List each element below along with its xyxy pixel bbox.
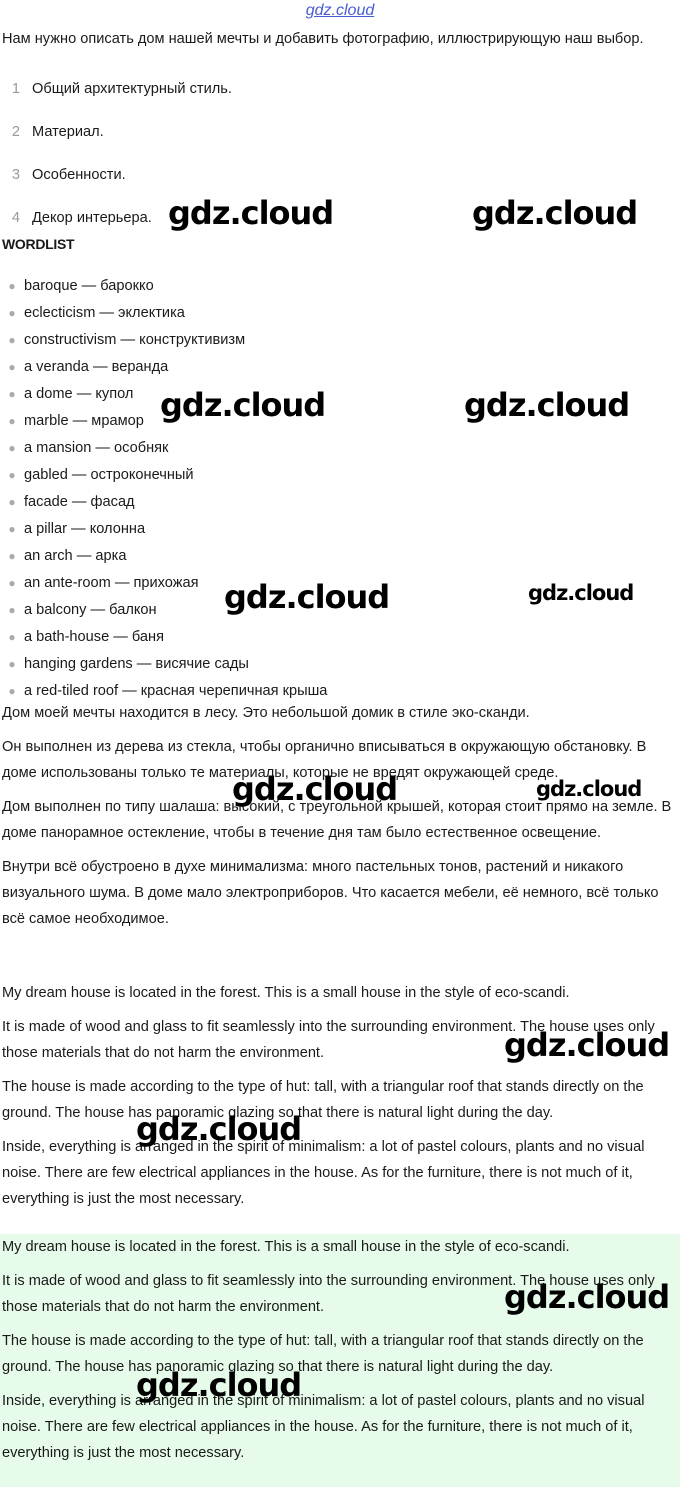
- list-text: Материал.: [32, 124, 104, 140]
- bullet-icon: ●: [8, 440, 16, 455]
- word-entry: a veranda — веранда: [24, 358, 169, 375]
- list-number: 4: [11, 210, 20, 226]
- watermark: gdz.cloud: [464, 386, 630, 424]
- list-item: [0, 353, 676, 380]
- list-item: [0, 119, 676, 162]
- bullet-icon: ●: [8, 575, 16, 590]
- bullet-icon: ●: [8, 386, 16, 401]
- bullet-icon: ●: [8, 494, 16, 509]
- bullet-icon: ●: [8, 683, 16, 698]
- word-entry: marble — мрамор: [24, 412, 144, 429]
- watermark: gdz.cloud: [504, 1026, 670, 1064]
- wordlist-heading: WORDLIST: [2, 236, 75, 252]
- list-item: [0, 461, 676, 488]
- list-item: [0, 299, 676, 326]
- word-entry: a pillar — колонна: [24, 520, 146, 537]
- word-entry: a bath-house — баня: [24, 628, 165, 645]
- list-text: Особенности.: [32, 167, 126, 183]
- paragraph: Дом моей мечты находится в лесу. Это небольшой домик в стиле эко-сканди.: [2, 705, 530, 721]
- list-item: [0, 542, 676, 569]
- site-link[interactable]: gdz.cloud: [305, 2, 375, 19]
- word-entry: facade — фасад: [24, 493, 135, 510]
- paragraph: Внутри всё обустроено в духе минимализма: много пастельных тонов, растений и никакого визуального шума. В доме мало электроприборов. Что касается мебели, её немного, всё только всё самое необходимое.: [2, 859, 659, 927]
- bullet-icon: ●: [8, 332, 16, 347]
- list-item: [0, 76, 676, 119]
- paragraph: Inside, everything is arranged in the spirit of minimalism: a lot of pastel colours, plants and no visual noise. There are few electrical appliances in the house. As for the furniture, there is not much of it, everything is just the most necessary.: [2, 1139, 645, 1207]
- word-entry: a mansion — особняк: [24, 439, 169, 456]
- bullet-icon: ●: [8, 305, 16, 320]
- word-entry: an ante-room — прихожая: [24, 574, 199, 591]
- watermark: gdz.cloud: [536, 777, 642, 801]
- word-entry: a dome — купол: [24, 385, 134, 402]
- watermark: gdz.cloud: [232, 770, 398, 808]
- list-text: Декор интерьера.: [32, 210, 152, 226]
- paragraph: The house is made according to the type of hut: tall, with a triangular roof that stands directly on the ground. The house has panoramic glazing so that there is natural light during the day.: [2, 1333, 644, 1375]
- list-item: [0, 272, 676, 299]
- list-number: 3: [11, 167, 20, 183]
- watermark: gdz.cloud: [168, 194, 334, 232]
- list-number: 1: [11, 81, 20, 97]
- word-entry: a balcony — балкон: [24, 601, 157, 618]
- bullet-icon: ●: [8, 467, 16, 482]
- bullet-icon: ●: [8, 656, 16, 671]
- list-number: 2: [11, 124, 20, 140]
- english-answer: [0, 980, 676, 1212]
- bullet-icon: ●: [8, 602, 16, 617]
- bullet-icon: ●: [8, 521, 16, 536]
- list-item: [0, 650, 676, 677]
- russian-answer: [0, 700, 676, 932]
- watermark: gdz.cloud: [472, 194, 638, 232]
- paragraph: The house is made according to the type of hut: tall, with a triangular roof that stands directly on the ground. The house has panoramic glazing so that there is natural light during the day.: [2, 1079, 644, 1121]
- paragraph: My dream house is located in the forest. This is a small house in the style of eco-scandi.: [2, 985, 570, 1001]
- bullet-icon: ●: [8, 359, 16, 374]
- word-entry: a red-tiled roof — красная черепичная крыша: [24, 682, 328, 699]
- watermark: gdz.cloud: [160, 386, 326, 424]
- list-item: [0, 515, 676, 542]
- list-item: [0, 488, 676, 515]
- word-entry: constructivism — конструктивизм: [24, 331, 246, 348]
- wordlist: [0, 272, 676, 704]
- watermark: gdz.cloud: [136, 1366, 302, 1404]
- word-entry: hanging gardens — висячие сады: [24, 655, 249, 672]
- watermark: gdz.cloud: [224, 578, 390, 616]
- paragraph: Дом выполнен по типу шалаша: высокий, с треугольной крышей, которая стоит прямо на земле. В доме панорамное остекление, чтобы в течение дня там было естественное освещение.: [2, 799, 672, 841]
- task-intro: Нам нужно описать дом нашей мечты и добавить фотографию, иллюстрирующую наш выбор.: [2, 31, 644, 47]
- word-entry: gabled — остроконечный: [24, 466, 194, 483]
- watermark: gdz.cloud: [136, 1110, 302, 1148]
- paragraph: Он выполнен из дерева из стекла, чтобы органично вписываться в окружающую обстановку. В доме использованы только те материалы, которые не вредят окружающей среде.: [2, 739, 647, 781]
- list-text: Общий архитектурный стиль.: [32, 81, 232, 97]
- english-answer-highlighted: [0, 1234, 680, 1487]
- watermark: gdz.cloud: [504, 1278, 670, 1316]
- word-entry: baroque — барокко: [24, 277, 154, 294]
- bullet-icon: ●: [8, 278, 16, 293]
- bullet-icon: ●: [8, 413, 16, 428]
- paragraph: My dream house is located in the forest. This is a small house in the style of eco-scandi.: [2, 1239, 570, 1255]
- paragraph: It is made of wood and glass to fit seamlessly into the surrounding environment. The house uses only those materials that do not harm the environment.: [2, 1273, 655, 1315]
- paragraph: It is made of wood and glass to fit seamlessly into the surrounding environment. The house uses only those materials that do not harm the environment.: [2, 1019, 655, 1061]
- list-item: [0, 326, 676, 353]
- list-item: [0, 623, 676, 650]
- watermark: gdz.cloud: [528, 581, 634, 605]
- word-entry: eclecticism — эклектика: [24, 304, 185, 321]
- word-entry: an arch — арка: [24, 547, 127, 564]
- paragraph: Inside, everything is arranged in the spirit of minimalism: a lot of pastel colours, plants and no visual noise. There are few electrical appliances in the house. As for the furniture, there is not much of it, everything is just the most necessary.: [2, 1393, 645, 1461]
- bullet-icon: ●: [8, 629, 16, 644]
- list-item: [0, 434, 676, 461]
- bullet-icon: ●: [8, 548, 16, 563]
